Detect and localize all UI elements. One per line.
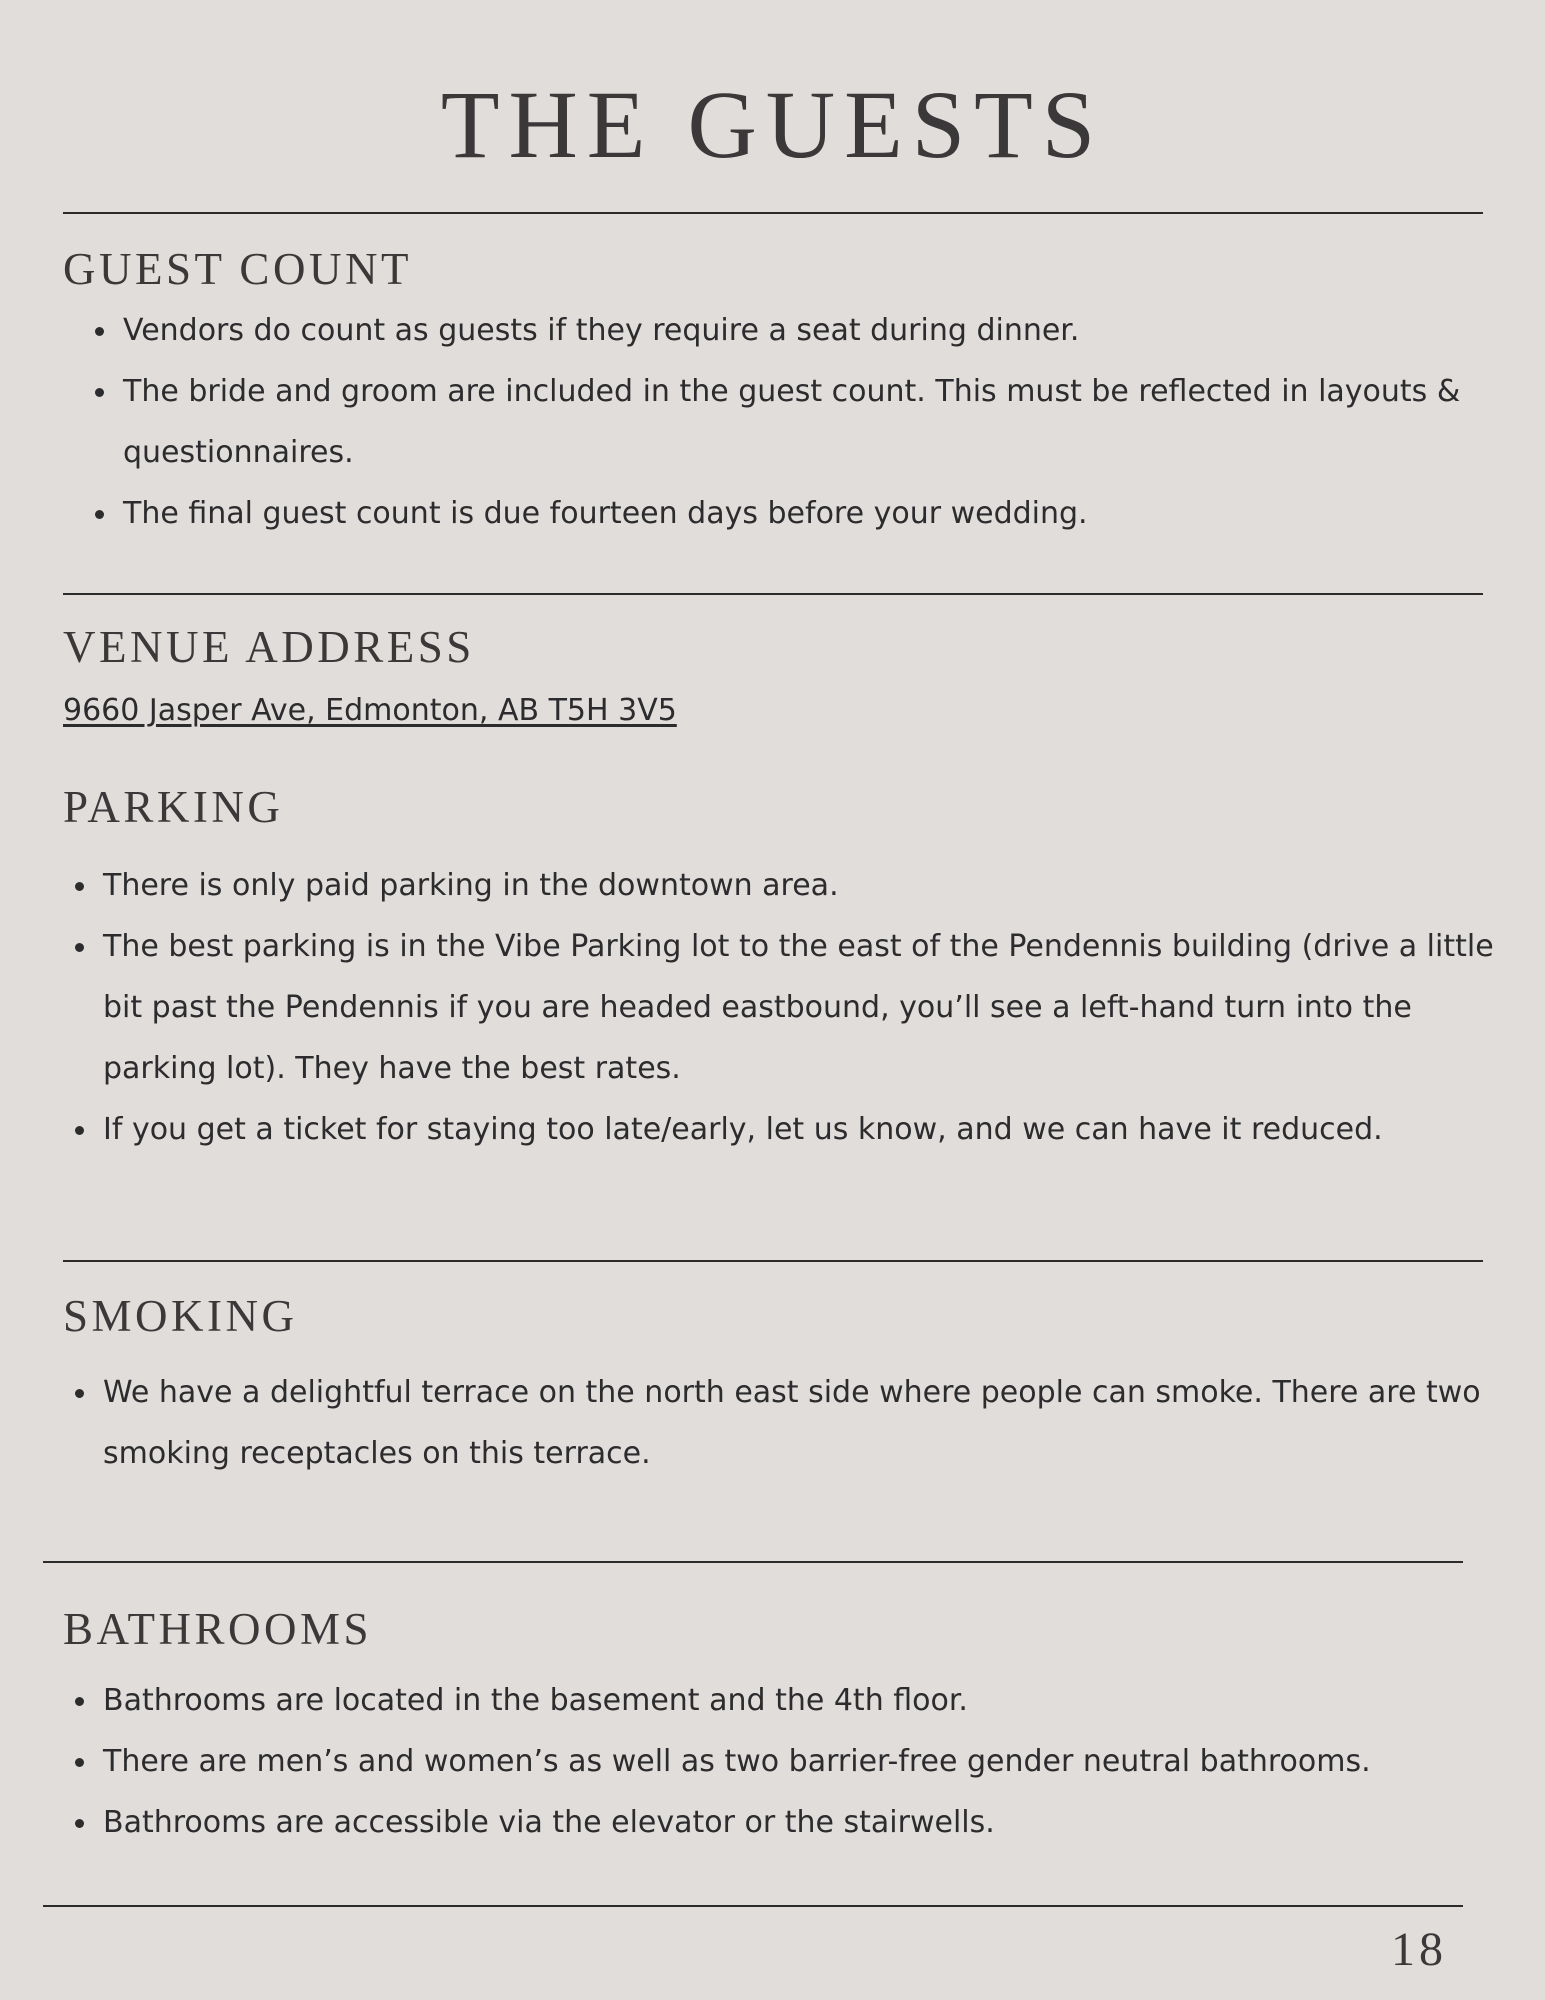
guest-count-list [83, 300, 1483, 544]
list-item: Bathrooms are accessible via the elevator or the stairwells. [103, 1792, 1503, 1853]
list-item: Vendors do count as guests if they require a seat during dinner. [123, 300, 1483, 361]
smoking-list [63, 1362, 1503, 1484]
divider [63, 212, 1483, 214]
venue-address-heading: VENUE ADDRESS [63, 622, 475, 672]
bathrooms-list [63, 1670, 1503, 1853]
divider [43, 1561, 1463, 1563]
divider [63, 593, 1483, 595]
parking-heading: PARKING [63, 782, 284, 832]
list-item: Bathrooms are located in the basement and the 4th floor. [103, 1670, 1503, 1731]
list-item: The bride and groom are included in the guest count. This must be reflected in layouts & questionnaires. [123, 361, 1483, 483]
list-item: We have a delightful terrace on the north east side where people can smoke. There are two smoking receptacles on this terrace. [103, 1362, 1503, 1484]
list-item: There is only paid parking in the downtown area. [103, 855, 1503, 916]
smoking-heading: SMOKING [63, 1291, 298, 1341]
page-number: 18 [1391, 1923, 1447, 1976]
parking-list [63, 855, 1503, 1160]
divider [43, 1905, 1463, 1907]
guest-count-heading: GUEST COUNT [63, 244, 412, 294]
venue-address-link[interactable]: 9660 Jasper Ave, Edmonton, AB T5H 3V5 [63, 693, 677, 728]
bathrooms-heading: BATHROOMS [63, 1604, 373, 1654]
list-item: There are men’s and women’s as well as two barrier-free gender neutral bathrooms. [103, 1731, 1503, 1792]
list-item: The best parking is in the Vibe Parking lot to the east of the Pendennis building (drive a little bit past the Pendennis if you are headed eastbound, you’ll see a left-hand turn into the parking lot). They have the best rates. [103, 916, 1503, 1099]
page-title: THE GUESTS [440, 71, 1105, 178]
divider [63, 1260, 1483, 1262]
list-item: If you get a ticket for staying too late/early, let us know, and we can have it reduced. [103, 1099, 1503, 1160]
list-item: The final guest count is due fourteen days before your wedding. [123, 483, 1483, 544]
